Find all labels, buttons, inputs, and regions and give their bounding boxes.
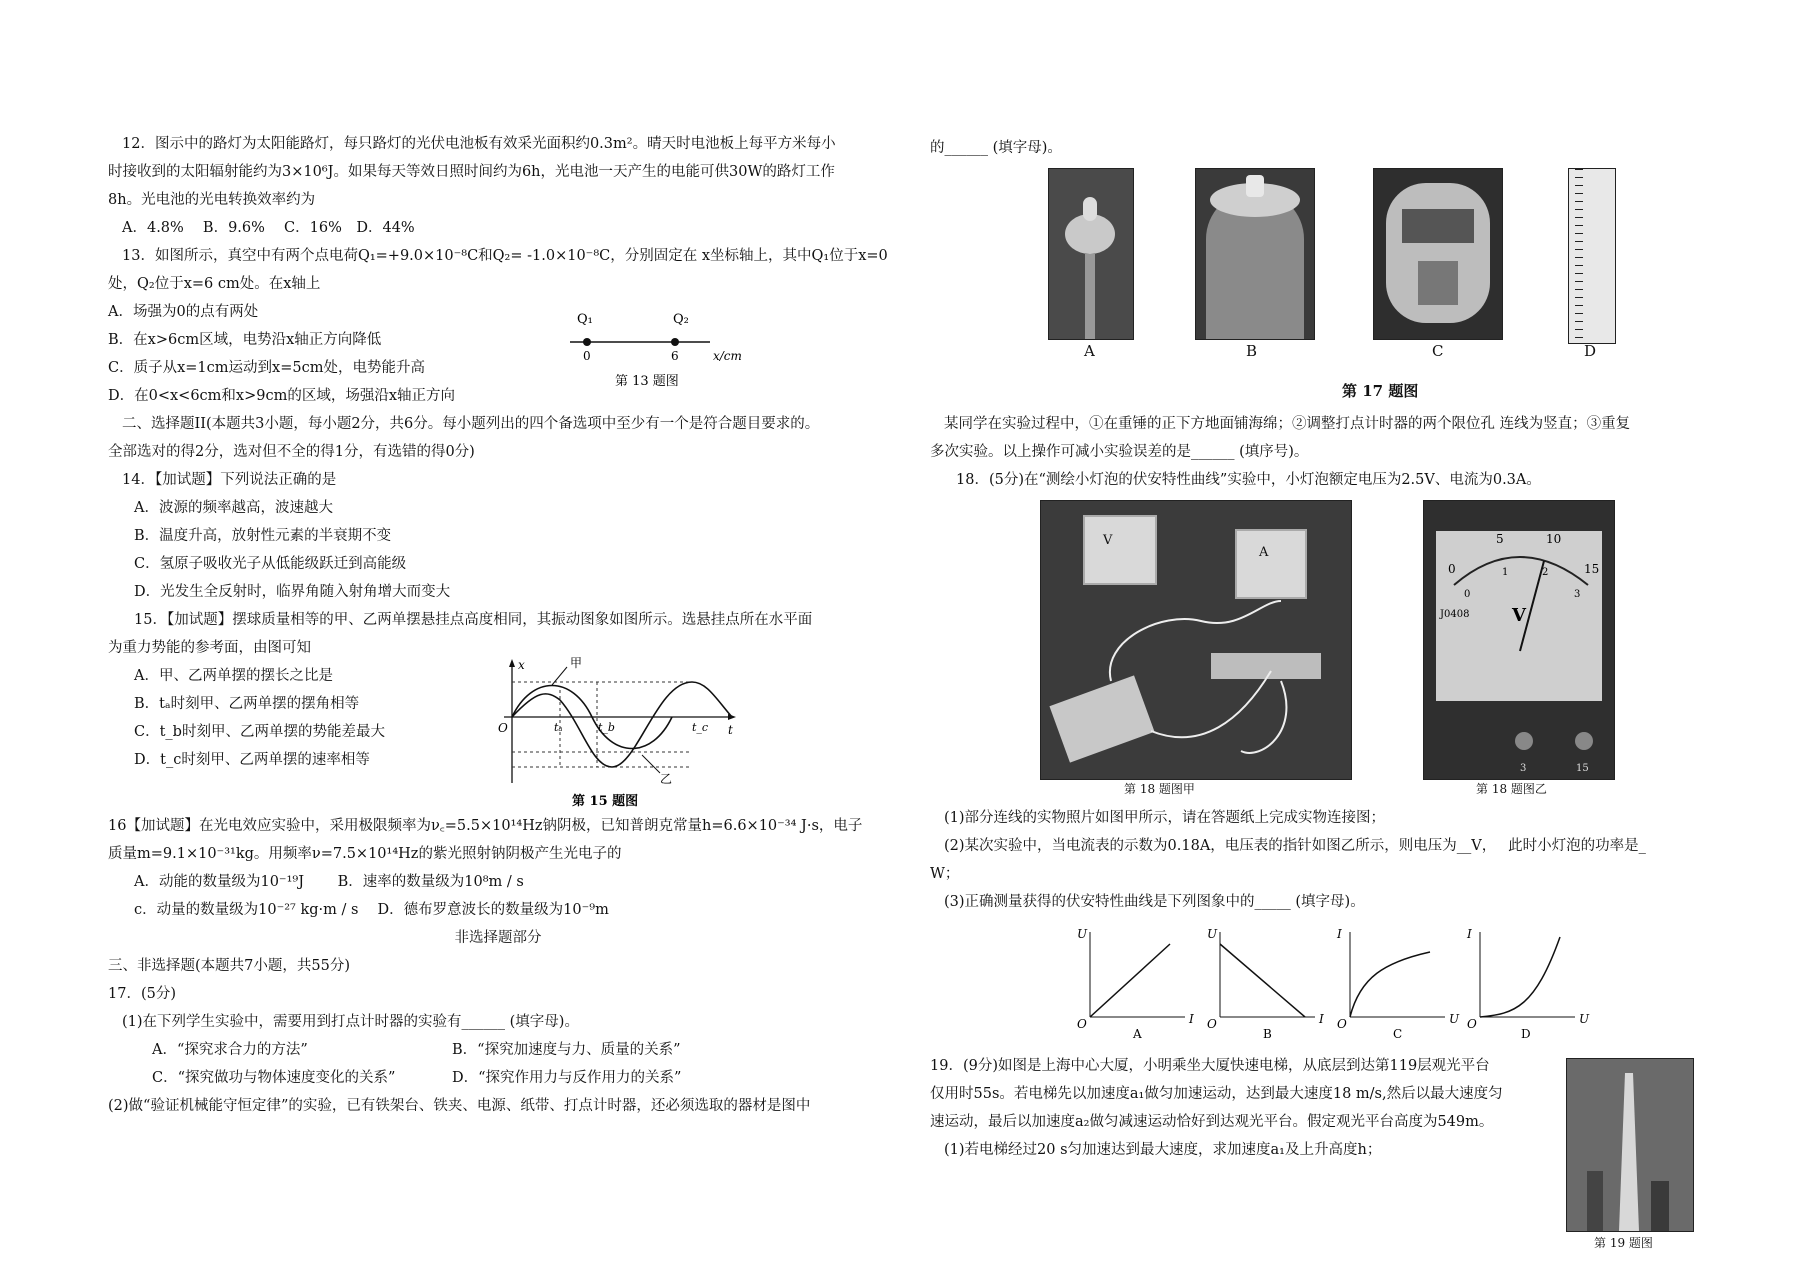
q12-line-1: 12．图示中的路灯为太阳能路灯，每只路灯的光伏电池板有效采光面积约0.3m²。晴天时电池板上每平方米每小	[122, 136, 836, 152]
q12-options: A．4.8% B．9.6% C．16% D．44%	[122, 220, 415, 236]
q15-option-d: D．t_c时刻甲、乙两单摆的速率相等	[134, 752, 370, 768]
q17-head: 17．(5分)	[108, 986, 176, 1002]
svg-text:A: A	[1133, 1027, 1142, 1041]
q18-part1: (1)部分连线的实物照片如图甲所示，请在答题纸上完成实物连接图；	[944, 810, 1386, 826]
q13-tick-0: 0	[583, 349, 591, 363]
q15-figure	[492, 655, 742, 810]
q17-option-c: C．“探究做功与物体速度变化的关系”	[152, 1070, 396, 1086]
q17-option-d: D．“探究作用力与反作用力的关系”	[452, 1070, 682, 1086]
q15-ta-label: tₐ	[554, 721, 563, 734]
q15-tc-label: t_c	[692, 721, 709, 734]
q13-q1-label: Q₁	[577, 312, 593, 327]
q17-continuation: 的______ (填字母)。	[930, 140, 1062, 156]
q13-figure	[565, 308, 765, 393]
q13-tick-6: 6	[671, 349, 679, 363]
svg-text:0: 0	[1464, 589, 1471, 600]
svg-text:5: 5	[1496, 532, 1504, 546]
svg-text:I: I	[1319, 1012, 1324, 1026]
q18-ammeter: A	[1235, 529, 1307, 599]
q15-yi-label: 乙	[660, 772, 673, 786]
q13-q2-label: Q₂	[673, 312, 689, 327]
q16-line-1: 16【加试题】在光电效应实验中，采用极限频率为ν꜀=5.5×10¹⁴Hz钠阴极，已知普朗克常量h=6.6×10⁻³⁴ J·s，电子	[108, 818, 863, 834]
q13-option-b: B．在x>6cm区域，电势沿x轴正方向降低	[108, 332, 382, 348]
q12-line-3: 8h。光电池的光电转换效率约为	[108, 192, 316, 208]
svg-text:V: V	[1512, 605, 1526, 626]
q17-photo-a	[1048, 168, 1134, 340]
q13-line-2: 处，Q₂位于x=6 cm处。在x轴上	[108, 276, 321, 292]
q14-stem: 14．【加试题】下列说法正确的是	[122, 472, 337, 488]
q15-x-label: x	[518, 658, 525, 672]
q17-label-b: B	[1246, 342, 1258, 360]
q17-photo-c	[1373, 168, 1503, 340]
q13-line-1: 13．如图所示，真空中有两个点电荷Q₁=+9.0×10⁻⁸C和Q₂= -1.0×10⁻⁸C，分别固定在 x坐标轴上，其中Q₁位于x=0	[122, 248, 888, 264]
q14-option-b: B．温度升高，放射性元素的半衰期不变	[134, 528, 392, 544]
q14-option-c: C．氢原子吸收光子从低能级跃迁到高能级	[134, 556, 407, 572]
q18-graph-c	[1336, 927, 1460, 1041]
q18-parts	[930, 804, 1730, 916]
q17-caption: 第 17 题图	[1342, 382, 1419, 400]
q13-option-d: D．在0<x<6cm和x>9cm的区域，场强沿x轴正方向	[108, 388, 456, 404]
q18-part2a: (2)某次实验中，当电流表的示数为0.18A，电压表的指针如图乙所示，则电压为__V， 此时小灯泡的功率是_	[944, 838, 1646, 854]
q17-photo-b	[1195, 168, 1315, 340]
q17-option-b: B．“探究加速度与力、质量的关系”	[452, 1042, 681, 1058]
svg-text:I: I	[1337, 927, 1342, 941]
q18-stem: 18．(5分)在“测绘小灯泡的伏安特性曲线”实验中，小灯泡额定电压为2.5V、电流为0.3A。	[956, 472, 1541, 488]
q13-option-a: A．场强为0的点有两处	[108, 304, 259, 320]
q13-option-c: C．质子从x=1cm运动到x=5cm处，电势能升高	[108, 360, 425, 376]
q18-caption-yi: 第 18 题图乙	[1476, 782, 1547, 796]
part-title: 非选择题部分	[454, 930, 542, 946]
section2-line-2: 全部选对的得2分，选对但不全的得1分，有选错的得0分)	[108, 444, 475, 460]
q19-photo	[1566, 1058, 1694, 1232]
q18-graphs	[1065, 922, 1595, 1042]
q17-part1: (1)在下列学生实验中，需要用到打点计时器的实验有______ (填字母)。	[122, 1014, 579, 1030]
svg-text:J0408: J0408	[1440, 609, 1470, 620]
q17-label-c: C	[1432, 342, 1444, 360]
q15-option-b: B．tₐ时刻甲、乙两单摆的摆角相等	[134, 696, 360, 712]
svg-text:I: I	[1467, 927, 1472, 941]
left-column	[108, 130, 908, 1120]
q19-caption: 第 19 题图	[1594, 1236, 1653, 1250]
q13-caption: 第 13 题图	[615, 374, 679, 389]
svg-text:I: I	[1189, 1012, 1194, 1026]
q17-more-1: 某同学在实验过程中，①在重锤的正下方地面铺海绵；②调整打点计时器的两个限位孔 连线为竖直；③重复	[944, 416, 1631, 432]
q18-graph-a	[1077, 927, 1194, 1041]
q19-part1: (1)若电梯经过20 s匀加速达到最大速度，求加速度a₁及上升高度h；	[944, 1142, 1382, 1158]
q14-option-a: A．波源的频率越高，波速越大	[134, 500, 333, 516]
q18-part3: (3)正确测量获得的伏安特性曲线是下列图象中的_____ (填字母)。	[944, 894, 1365, 910]
q14-option-d: D．光发生全反射时，临界角随入射角增大而变大	[134, 584, 451, 600]
q16-options-cd: c．动量的数量级为10⁻²⁷ kg·m / s D．德布罗意波长的数量级为10⁻⁹m	[134, 902, 609, 918]
q17-option-a: A．“探究求合力的方法”	[152, 1042, 308, 1058]
svg-text:U: U	[1449, 1012, 1460, 1026]
q15-line-2: 为重力势能的参考面，由图可知	[108, 640, 311, 656]
q15-option-c: C．t_b时刻甲、乙两单摆的势能差最大	[134, 724, 385, 740]
section2-line-1: 二、选择题II(本题共3小题，每小题2分，共6分。每小题列出的四个备选项中至少有一个是符合题目要求的。	[122, 416, 820, 432]
q18-graph-b	[1207, 927, 1324, 1041]
q15-line-1: 15．【加试题】摆球质量相等的甲、乙两单摆悬挂点高度相同，其振动图象如图所示。选悬挂点所在水平面	[134, 612, 813, 628]
svg-text:3: 3	[1574, 589, 1581, 600]
q19-line-1: 19．(9分)如图是上海中心大厦，小明乘坐大厦快速电梯，从底层到达第119层观光平台	[930, 1058, 1490, 1074]
q18-photo-jia	[1040, 500, 1352, 780]
svg-text:1: 1	[1502, 567, 1509, 578]
q17-photo-d	[1568, 168, 1616, 344]
q17-options-ab	[108, 1036, 908, 1064]
right-column-text	[930, 410, 1730, 494]
q18-graph-d	[1466, 927, 1590, 1041]
svg-text:10: 10	[1546, 532, 1562, 546]
q13-axis-label: x/cm	[713, 349, 742, 363]
q15-t-label: t	[728, 723, 733, 737]
svg-text:D: D	[1521, 1027, 1531, 1041]
q17-part2: (2)做“验证机械能守恒定律”的实验，已有铁架台、铁夹、电源、纸带、打点计时器，还必须选取的器材是图中	[108, 1098, 811, 1114]
q19-line-3: 速运动，最后以加速度a₂做匀减速运动恰好到达观光平台。假定观光平台高度为549m。	[930, 1114, 1494, 1130]
svg-text:B: B	[1263, 1027, 1272, 1041]
svg-text:2: 2	[1542, 567, 1549, 578]
section3-title: 三、非选择题(本题共7小题，共55分)	[108, 958, 350, 974]
svg-text:O: O	[1337, 1017, 1347, 1031]
svg-text:0: 0	[1448, 562, 1456, 576]
q17-label-d: D	[1584, 342, 1597, 360]
svg-text:O: O	[1207, 1017, 1217, 1031]
q19-line-2: 仅用时55s。若电梯先以加速度a₁做匀加速运动，达到最大速度18 m/s,然后以最大速度匀	[930, 1086, 1503, 1102]
q15-caption: 第 15 题图	[572, 794, 639, 809]
q15-tb-label: t_b	[598, 721, 615, 734]
q18-part2b: W；	[930, 866, 960, 882]
svg-text:3: 3	[1520, 763, 1527, 774]
q18-photo-yi	[1423, 500, 1615, 780]
q17-label-a: A	[1084, 342, 1095, 360]
q16-options-ab: A．动能的数量级为10⁻¹⁹J B．速率的数量级为10⁸m / s	[134, 874, 524, 890]
q17-options-cd	[108, 1064, 908, 1092]
q15-option-a: A．甲、乙两单摆的摆长之比是	[134, 668, 333, 684]
q12-line-2: 时接收到的太阳辐射能约为3×10⁶J。如果每天等效日照时间约为6h，光电池一天产生的电能可供30W的路灯工作	[108, 164, 835, 180]
svg-text:U: U	[1207, 927, 1218, 941]
svg-text:U: U	[1579, 1012, 1590, 1026]
q15-origin: O	[498, 721, 508, 735]
q18-voltmeter: V	[1083, 515, 1157, 585]
q18-caption-jia: 第 18 题图甲	[1124, 782, 1195, 796]
svg-text:O: O	[1077, 1017, 1087, 1031]
svg-text:15: 15	[1584, 562, 1600, 576]
svg-text:O: O	[1467, 1017, 1477, 1031]
q15-jia-label: 甲	[570, 656, 583, 670]
svg-text:U: U	[1077, 927, 1088, 941]
q17-more-2: 多次实验。以上操作可减小实验误差的是______ (填序号)。	[930, 444, 1309, 460]
q13-charge-q2	[671, 338, 679, 346]
q16-line-2: 质量m=9.1×10⁻³¹kg。用频率ν=7.5×10¹⁴Hz的紫光照射钠阴极产生光电子的	[108, 846, 622, 862]
svg-text:C: C	[1393, 1027, 1403, 1041]
svg-text:15: 15	[1576, 763, 1589, 774]
q13-charge-q1	[583, 338, 591, 346]
q19-text	[930, 1052, 1550, 1164]
